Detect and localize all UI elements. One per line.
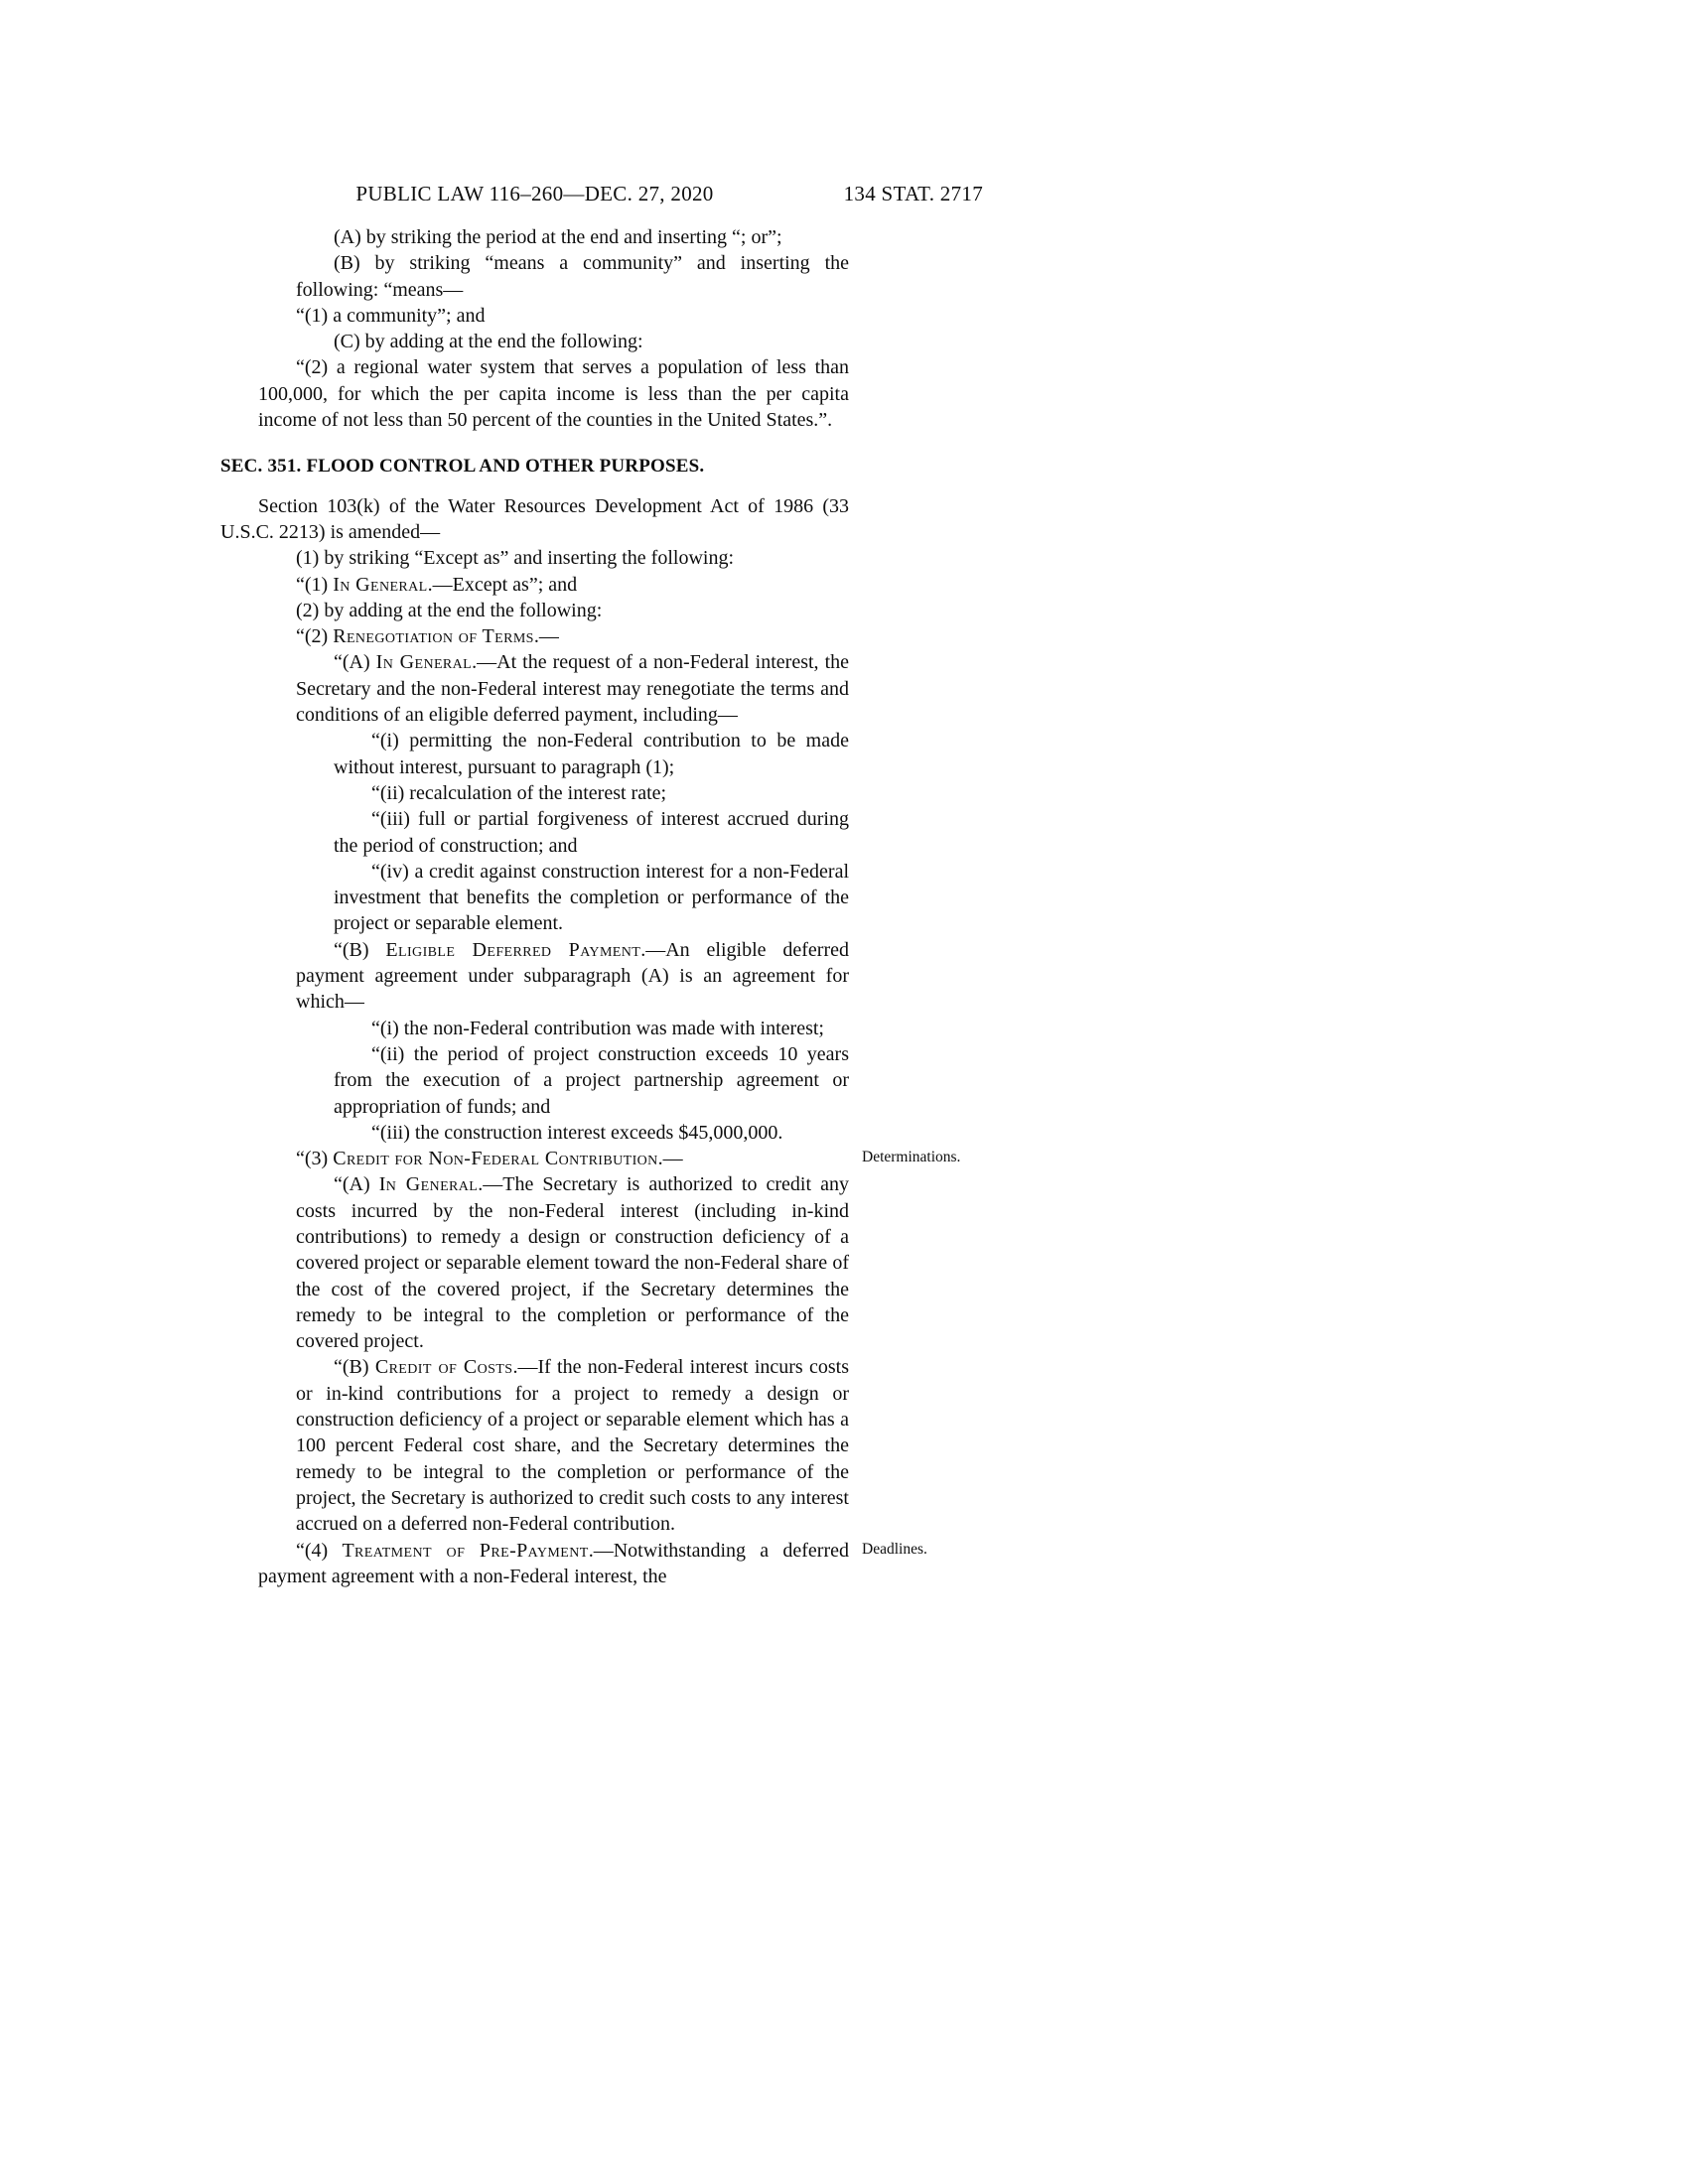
- text-run: (C) by adding at the end the following:: [334, 331, 643, 353]
- text-run: “(4): [296, 1539, 343, 1562]
- statute-paragraph: [220, 780, 849, 806]
- statute-paragraph: [220, 1146, 961, 1171]
- statute-paragraph: [220, 598, 849, 623]
- statute-paragraph: [220, 303, 849, 329]
- small-caps-run: In General: [375, 651, 473, 674]
- statute-paragraph: [220, 728, 849, 780]
- statute-paragraph: [220, 806, 849, 859]
- statute-text-column: [220, 224, 961, 1589]
- text-run: “(iii) full or partial forgiveness of interest accrued during the period of construction; and: [334, 808, 849, 857]
- text-run: “(ii) the period of project construction exceeds 10 years from the execution of a project partnership agreement or appropriation of funds; and: [334, 1042, 849, 1118]
- small-caps-run: In General: [333, 573, 428, 596]
- text-run: “(B): [334, 938, 386, 961]
- running-head-law-citation: PUBLIC LAW 116–260—DEC. 27, 2020: [355, 182, 714, 205]
- statute-paragraph: [220, 623, 849, 649]
- text-run: “(i) the non-Federal contribution was made with interest;: [371, 1017, 824, 1039]
- text-run: SEC. 351. FLOOD CONTROL AND OTHER PURPOSES.: [220, 456, 705, 478]
- small-caps-run: Treatment of Pre-Payment: [342, 1539, 589, 1562]
- text-run: .—If the non-Federal interest incurs costs or in-kind contributions for a project to remedy a design or construction deficiency of a project or separable element which has a 100 percent Federal cost share, and the Secretary determines the remedy to be integral to the completion or performance of the project, the Secretary is authorized to credit such costs to any interest accrued on a deferred non-Federal contribution.: [296, 1356, 849, 1536]
- statute-paragraph: [220, 572, 849, 598]
- statute-paragraph: [220, 354, 849, 433]
- text-run: (A) by striking the period at the end and inserting “; or”;: [334, 226, 782, 248]
- text-run: “(A): [334, 651, 376, 674]
- margin-note: Determinations.: [862, 1149, 961, 1166]
- text-run: “(iii) the construction interest exceeds $45,000,000.: [371, 1121, 783, 1144]
- statute-paragraph: [220, 1354, 849, 1537]
- text-run: .—The Secretary is authorized to credit any costs incurred by the non-Federal interest (including in-kind contributions) to remedy a design or construction deficiency of a covered project or separable element toward the non-Federal share of the cost of the covered project, if the Secretary determines the remedy to be integral to the completion or performance of the covered project.: [296, 1173, 849, 1353]
- text-run: .—: [533, 625, 559, 648]
- statute-paragraph: [220, 329, 849, 354]
- text-run: (2) by adding at the end the following:: [296, 599, 603, 621]
- text-run: “(1): [296, 573, 334, 596]
- statute-paragraph: [220, 1041, 849, 1120]
- text-run: “(2) a regional water system that serves a population of less than 100,000, for which the per capita income is less than the per capita income of not less than 50 percent of the counties in the United States.”.: [258, 356, 849, 432]
- text-run: “(2): [296, 625, 334, 648]
- statute-paragraph: [220, 1538, 927, 1590]
- statute-paragraph: [220, 250, 849, 303]
- section-heading: [220, 454, 849, 479]
- text-run: .—At the request of a non-Federal interest, the Secretary and the non-Federal interest may renegotiate the terms and conditions of an eligible deferred payment, including—: [296, 651, 850, 727]
- text-run: “(iv) a credit against construction interest for a non-Federal investment that benefits the completion or performance of the project or separable element.: [334, 860, 849, 935]
- text-run: .—Except as”; and: [427, 573, 578, 596]
- text-run: .—Notwithstanding a deferred payment agreement with a non-Federal interest, the: [258, 1539, 849, 1587]
- text-run: “(3): [296, 1148, 334, 1170]
- small-caps-run: Renegotiation of Terms: [333, 625, 534, 648]
- text-run: Section 103(k) of the Water Resources Development Act of 1986 (33 U.S.C. 2213) is amended—: [220, 494, 849, 543]
- statute-paragraph: [220, 649, 849, 728]
- statute-paragraph: [220, 545, 849, 571]
- text-run: (B) by striking “means a community” and inserting the following: “means—: [296, 252, 849, 301]
- statute-paragraph: [220, 493, 849, 546]
- text-run: “(A): [334, 1173, 379, 1196]
- text-run: .—: [657, 1148, 683, 1170]
- margin-note: Deadlines.: [862, 1540, 927, 1558]
- statute-paragraph: [220, 1120, 849, 1146]
- small-caps-run: Eligible Deferred Payment: [385, 938, 641, 961]
- text-run: “(ii) recalculation of the interest rate;: [371, 781, 667, 804]
- small-caps-run: Credit of Costs: [374, 1356, 513, 1379]
- small-caps-run: Credit for Non-Federal Contribution: [333, 1148, 658, 1170]
- small-caps-run: In General: [378, 1173, 479, 1196]
- text-run: “(1) a community”; and: [296, 304, 486, 327]
- stat-page-number: 134 STAT. 2717: [843, 182, 983, 205]
- statute-paragraph: [220, 859, 849, 937]
- text-run: .—An eligible deferred payment agreement under subparagraph (A) is an agreement for which—: [296, 938, 849, 1014]
- statute-paragraph: [220, 1016, 849, 1041]
- text-run: “(i) permitting the non-Federal contribution to be made without interest, pursuant to paragraph (1);: [334, 730, 849, 778]
- statute-paragraph: [220, 224, 849, 250]
- page-header: [220, 182, 983, 211]
- statute-paragraph: [220, 937, 849, 1016]
- text-run: (1) by striking “Except as” and inserting the following:: [296, 547, 735, 570]
- text-run: “(B): [334, 1356, 375, 1379]
- statute-paragraph: [220, 1171, 849, 1354]
